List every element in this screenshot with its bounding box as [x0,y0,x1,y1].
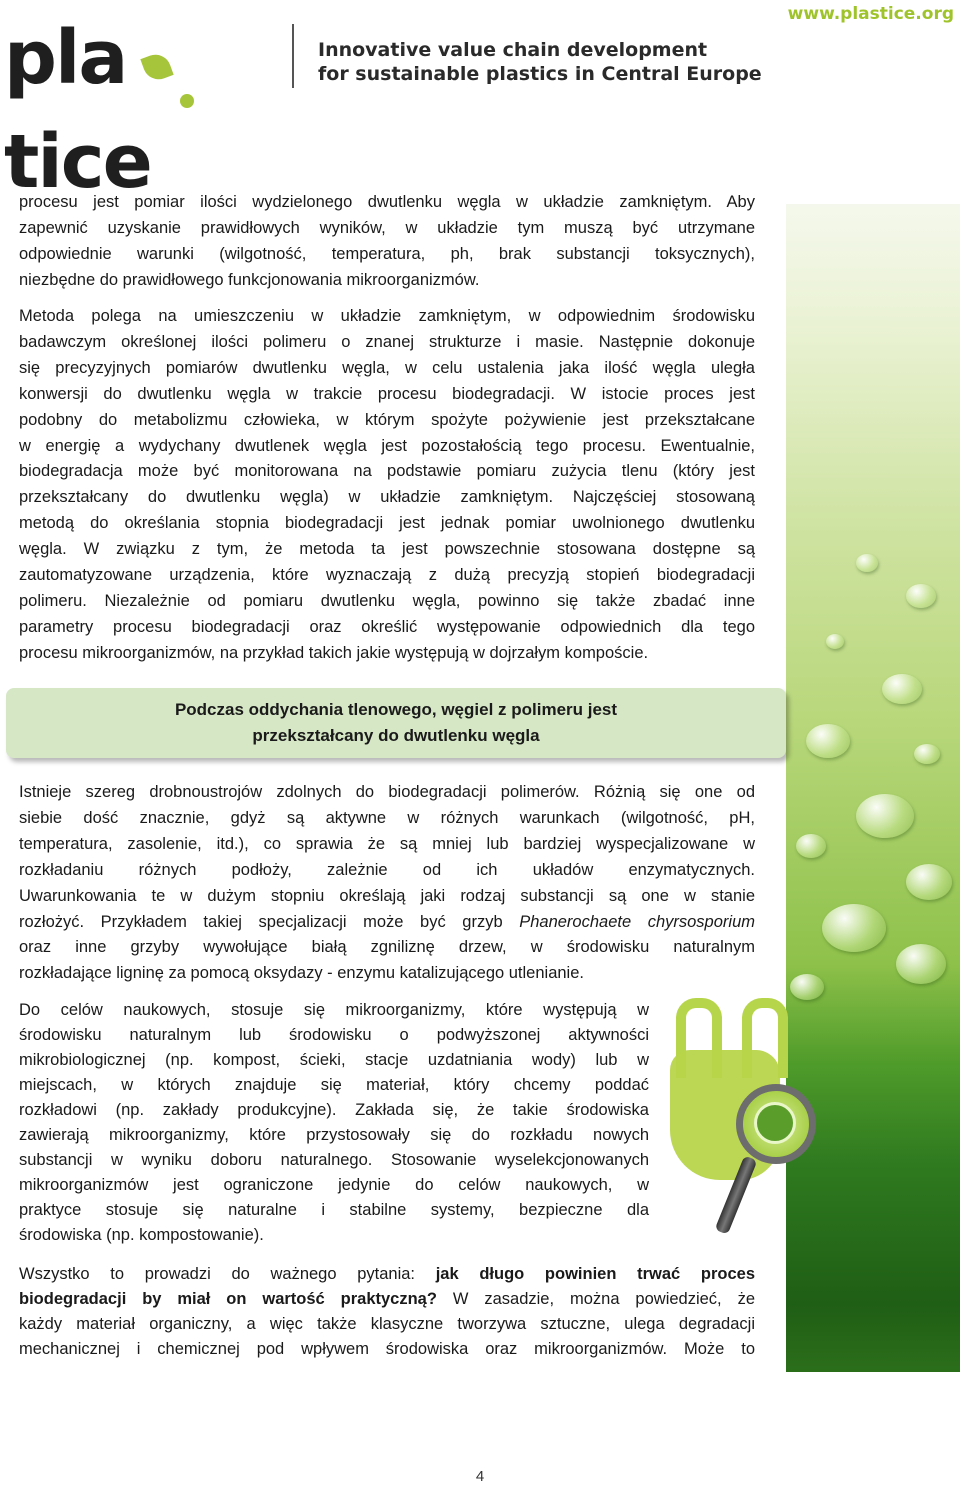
water-drop-icon [796,834,826,858]
water-drop-icon [856,554,878,572]
text-line: mechanicznej i chemicznej pod wpływem środowiska oraz mikroorganizmów. Może to [19,1340,755,1358]
tagline-line-1: Innovative value chain development [318,39,708,61]
text-line: mikroorganizmów jest ograniczone jedynie do celów naukowych, w [19,1176,649,1194]
water-drop-icon [826,634,844,649]
text-line: biodegradacja może być monitorowana na podstawie pomiaru zużycia tlenu (który jest [19,462,755,481]
text-line: Uwarunkowania te w dużym stopniu określają jaki rodzaj substancji są one w stanie [19,886,755,905]
text-line: odpowiednie warunki (wilgotność, temperatura, ph, brak substancji toksycznych), [19,244,755,263]
text-line: każdy materiał organiczny, a więc także klasyczne tworzywa sztuczne, ulega degradacji [19,1315,755,1333]
text-line: Metoda polega na umieszczeniu w układzie zamkniętym, w odpowiednim środowisku [19,307,755,325]
text-line: siebie dość znacznie, gdyż są aktywne w różnych warunkach (wilgotność, pH, [19,808,755,827]
water-drop-icon [806,724,850,758]
text-line: Do celów naukowych, stosuje się mikroorganizmy, które występują w [19,1001,649,1019]
water-drop-icon [896,944,946,984]
text-line: środowisku naturalnym lub środowisku o podwyższonej aktywności [19,1026,649,1044]
text-line: polimeru. Niezależnie od pomiaru dwutlenku węgla, powinno się także zbadać inne [19,591,755,610]
microorganism-icon [754,1102,796,1144]
text-line: podobny do metabolizmu człowieka, w którym spożyte pożywienie jest przekształcane [19,410,755,429]
tagline [318,38,762,86]
text-line: substancji w wyniku doboru naturalnego. Stosowanie wyselekcjonowanych [19,1151,649,1169]
text-line: temperatura, zasolenie, itd.), co sprawia że są mniej lub bardziej wyspecjalizowane w [19,834,755,853]
text-line [19,1287,755,1312]
text-line: metodą do określania stopnia biodegradacji jest jednak pomiar uwolnionego dwutlenku [19,514,755,533]
text-line: środowiska (np. kompostowanie). [19,1226,264,1244]
text-line: zapewnić uzyskanie prawidłowych wyników, w układzie tym muszą być utrzymane [19,218,755,237]
water-drop-icon [906,864,952,900]
text-line: konwersji do dwutlenku węgla w trakcie procesu biodegradacji. W istocie proces jest [19,384,755,403]
logo-text: pla tice [4,15,151,205]
text-run: W zasadzie, można powiedzieć, że [436,1290,755,1308]
page-number: 4 [475,1468,485,1485]
text-run: rozłożyć. Przykładem takiej specjalizacji może być grzyb [19,912,520,931]
text-line: oraz inne grzyby wywołujące białą zgniliznę drzew, w środowisku naturalnym [19,938,755,957]
water-drop-icon [882,674,922,704]
text-line: parametry procesu biodegradacji oraz określić występowanie odpowiednich dla tego [19,617,755,636]
text-line: przekształcany do dwutlenku węgla) w układzie zamkniętym. Najczęściej stosowaną [19,488,755,507]
text-line: badawczym określonej ilości polimeru o znanej strukturze i masie. Następnie dokonuje [19,332,755,351]
header-divider [292,24,294,88]
text-line: praktyce stosuje się naturalne i stabilne systemy, bezpieczne dla [19,1201,649,1219]
species-name: Phanerochaete chyrsosporium [519,912,755,931]
text-line: zautomatyzowane urządzenia, które wyznaczają z dużą precyzją stopień biodegradacji [19,566,755,585]
key-question: biodegradacji by miał on wartość praktyczną? [19,1290,437,1308]
dot-icon [180,94,194,108]
text-line: rozkładające ligninę za pomocą oksydazy - enzymu katalizującego utlenianie. [19,964,584,983]
water-drop-icon [856,794,914,838]
text-line: procesu jest pomiar ilości wydzielonego dwutlenku węgla w układzie zamkniętym. Aby [19,193,755,211]
text-line: się precyzyjnych pomiarów dwutlenku węgla, w celu ustalenia jaka ilość węgla uległa [19,358,755,377]
text-line: miejscach, w których znajduje się materiał, który chcemy poddać [19,1076,649,1094]
leaf-icon [140,50,173,83]
paragraph-2 [19,304,755,667]
text-line: węgla. W związku z tym, że metoda ta jest powszechnie stosowana dostępne są [19,540,755,559]
text-line [19,910,755,936]
water-drop-icon [906,584,936,608]
text-line: Istnieje szereg drobnoustrojów zdolnych do biodegradacji polimerów. Różnią się one od [19,783,755,801]
text-line [19,1262,755,1287]
site-url: www.plastice.org [787,4,954,24]
paragraph-1 [19,190,755,294]
text-line: procesu mikroorganizmów, na przykład takich jakie występują w dojrzałym kompoście. [19,643,649,662]
text-line: w energię a wydychany dwutlenek węgla jest pozostałością tego procesu. Ewentualnie, [19,436,755,455]
text-line: mikrobiologicznej (np. kompost, ścieki, stacje uzdatniania wody) lub w [19,1051,649,1069]
bag-magnifier-illustration [656,990,806,1250]
text-line: rozkładaniu różnych podłoży, zależnie od ich układów enzymatycznych. [19,860,755,879]
callout-line-1: Podczas oddychania tlenowego, węgiel z polimeru jest [174,700,618,719]
water-drop-icon [822,904,886,952]
side-decorative-image [786,204,960,1372]
paragraph-3 [19,780,755,987]
key-question: jak długo powinien trwać proces [435,1265,755,1283]
text-run: Wszystko to prowadzi do ważnego pytania: [19,1265,436,1283]
tagline-line-2: for sustainable plastics in Central Europe [318,63,762,85]
text-line: rozkładowi (np. zakłady produkcyjne). Zakłada się, że takie środowiska [19,1101,649,1119]
paragraph-4 [19,998,649,1248]
text-line: zawierają mikroorganizmy, które przystosowały się do rozkładu nowych [19,1126,649,1144]
highlight-callout [6,688,786,758]
text-line: niezbędne do prawidłowego funkcjonowania mikroorganizmów. [19,270,480,289]
plastice-logo [4,6,274,205]
paragraph-5 [19,1262,755,1362]
callout-line-2: przekształcany do dwutlenku węgla [252,726,540,745]
callout-text [6,697,786,749]
water-drop-icon [914,744,940,764]
